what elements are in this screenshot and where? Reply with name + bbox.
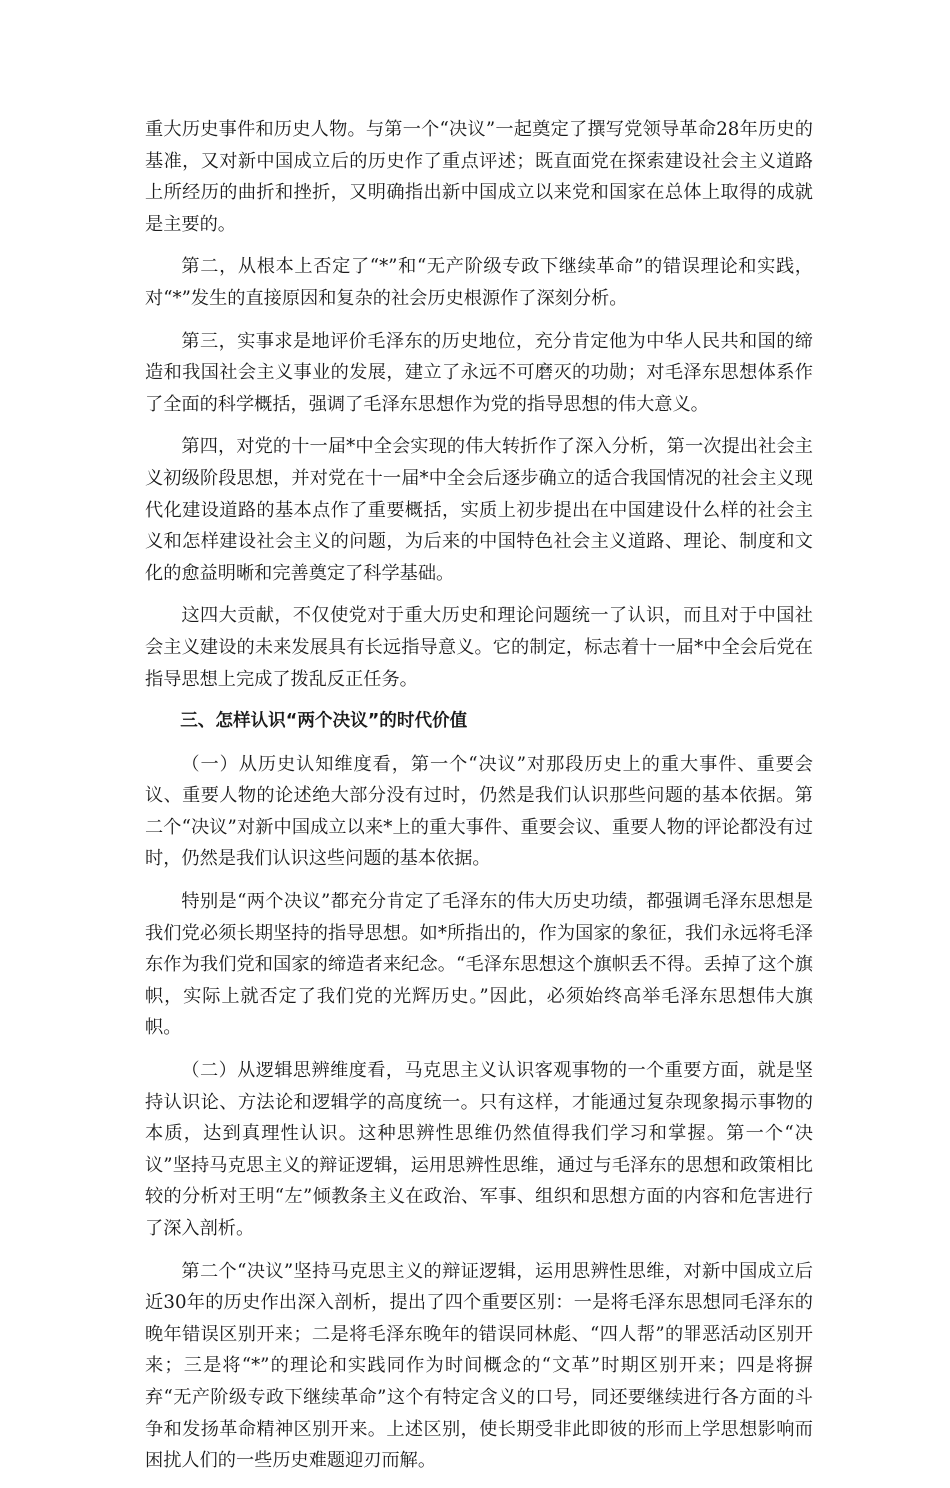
paragraph-continuation: 重大历史事件和历史人物。与第一个“决议”一起奠定了撰写党领导革命28年历史的基准，又对新中国成立后的历史作了重点评述；既直面党在探索建设社会主义道路上所经历的曲折和挫折，又明确指出新中国成立以来党和国家在总体上取得的成就是主要的。 (145, 119, 813, 235)
paragraph-four-contributions-summary: 这四大贡献，不仅使党对于重大历史和理论问题统一了认识，而且对于中国社会主义建设的未来发展具有长远指导意义。它的制定，标志着十一届*中全会后党在指导思想上完成了拨乱反正任务。 (145, 605, 813, 690)
section-heading-three: 三、怎样认识“两个决议”的时代价值 (180, 711, 468, 732)
paragraph-mao-thought: 特别是“两个决议”都充分肯定了毛泽东的伟大历史功绩，都强调毛泽东思想是我们党必须长期坚持的指导思想。如*所指出的，作为国家的象征，我们永远将毛泽东作为我们党和国家的缔造者来纪念。“毛泽东思想这个旗帜丢不得。丢掉了这个旗帜，实际上就否定了我们党的光辉历史。”因此，必须始终高举毛泽东思想伟大旗帜。 (145, 891, 813, 1039)
paragraph-third-contribution: 第三，实事求是地评价毛泽东的历史地位，充分肯定他为中华人民共和国的缔造和我国社会主义事业的发展，建立了永远不可磨灭的功勋；对毛泽东思想体系作了全面的科学概括，强调了毛泽东思想作为党的指导思想的伟大意义。 (145, 330, 813, 415)
paragraph-historical-dimension: （一）从历史认知维度看，第一个“决议”对那段历史上的重大事件、重要会议、重要人物的论述绝大部分没有过时，仍然是我们认识那些问题的基本依据。第二个“决议”对新中国成立以来*上的重大事件、重要会议、重要人物的评论都没有过时，仍然是我们认识这些问题的基本依据。 (145, 753, 813, 870)
paragraph-second-resolution-logic: 第二个“决议”坚持马克思主义的辩证逻辑，运用思辨性思维，对新中国成立后近30年的历史作出深入剖析，提出了四个重要区别：一是将毛泽东思想同毛泽东的晚年错误区别开来；二是将毛泽东晚年的错误同林彪、“四人帮”的罪恶活动区别开来；三是将“*”的理论和实践同作为时间概念的“文革”时期区别开来；四是将摒弃“无产阶级专政下继续革命”这个有特定含义的口号，同还要继续进行各方面的斗争和发扬革命精神区别开来。上述区别，使长期受非此即彼的形而上学思想影响而困扰人们的一些历史难题迎刃而解。 (145, 1260, 813, 1472)
document-page (145, 114, 813, 1488)
paragraph-fourth-contribution: 第四，对党的十一届*中全会实现的伟大转折作了深入分析，第一次提出社会主义初级阶段思想，并对党在十一届*中全会后逐步确立的适合我国情况的社会主义现代化建设道路的基本点作了重要概括，实质上初步提出在中国建设什么样的社会主义和怎样建设社会主义的问题，为后来的中国特色社会主义道路、理论、制度和文化的愈益明晰和完善奠定了科学基础。 (145, 436, 813, 584)
paragraph-second-contribution: 第二，从根本上否定了“*”和“无产阶级专政下继续革命”的错误理论和实践，对“*”发生的直接原因和复杂的社会历史根源作了深刻分析。 (145, 256, 813, 309)
paragraph-logical-dimension: （二）从逻辑思辨维度看，马克思主义认识客观事物的一个重要方面，就是坚持认识论、方法论和逻辑学的高度统一。只有这样，才能通过复杂现象揭示事物的本质，达到真理性认识。这种思辨性思维仍然值得我们学习和掌握。第一个“决议”坚持马克思主义的辩证逻辑，运用思辨性思维，通过与毛泽东的思想和政策相比较的分析对王明“左”倾教条主义在政治、军事、组织和思想方面的内容和危害进行了深入剖析。 (145, 1060, 813, 1239)
